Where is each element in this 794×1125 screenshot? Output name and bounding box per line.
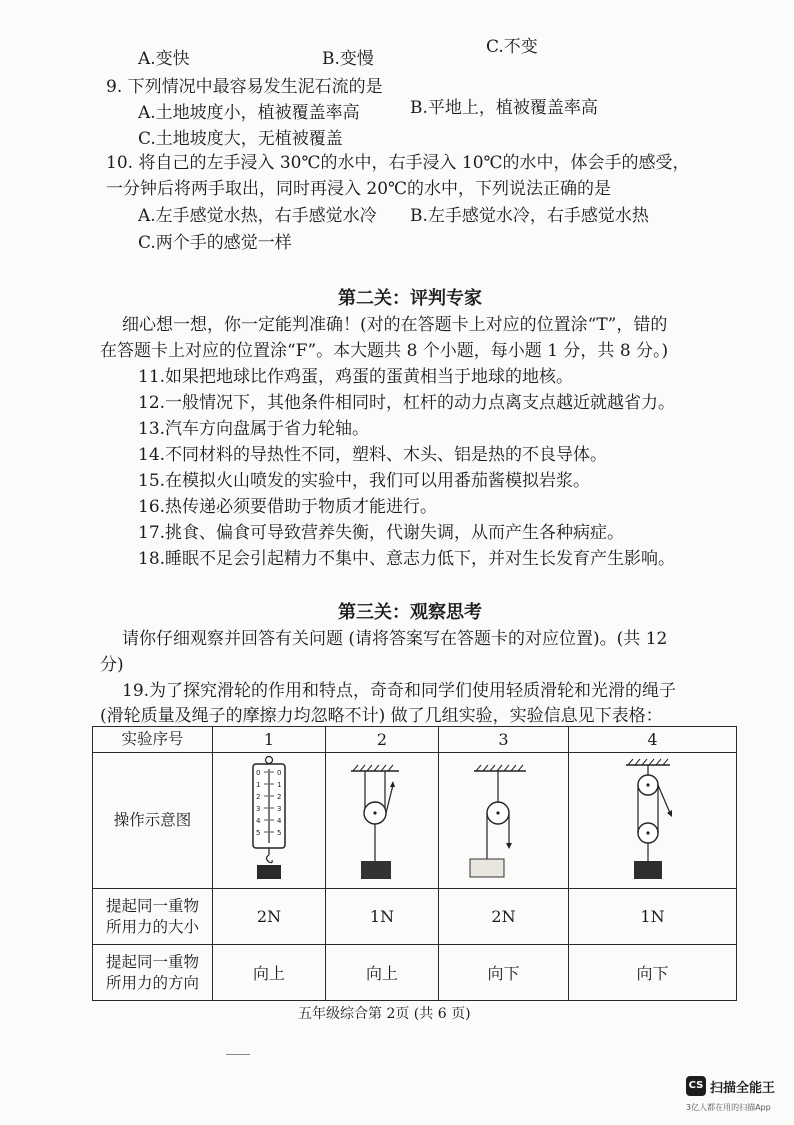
q10-option-b: B.左手感觉水冷，右手感觉水热 xyxy=(410,206,649,226)
q8-option-a: A.变快 xyxy=(138,49,190,69)
seq-cell: 3 xyxy=(439,727,569,753)
force-cell: 1N xyxy=(569,889,737,945)
direction-cell: 向下 xyxy=(569,945,737,1001)
judge-item: 15.在模拟火山喷发的实验中，我们可以用番茄酱模拟岩浆。 xyxy=(138,471,591,491)
scale-mark: 5 xyxy=(256,828,261,837)
fixed-pulley-up-diagram xyxy=(337,755,427,883)
diagram-cell-3 xyxy=(439,753,569,889)
header-direction-line2: 所用力的方向 xyxy=(105,973,199,992)
header-force xyxy=(93,889,213,945)
scale-mark: 5 xyxy=(277,828,282,837)
judge-item: 18.睡眠不足会引起精力不集中、意志力低下，并对生长发育产生影响。 xyxy=(138,549,676,569)
watermark-subtitle: 3亿人都在用的扫描App xyxy=(686,1103,771,1112)
header-direction-line1: 提起同一重物 xyxy=(105,952,199,971)
table-row xyxy=(93,945,737,1001)
q10-option-c: C.两个手的感觉一样 xyxy=(138,233,292,253)
judge-item: 17.挑食、偏食可导致营养失衡，代谢失调，从而产生各种病症。 xyxy=(138,523,625,543)
force-cell: 1N xyxy=(326,889,439,945)
header-seq: 实验序号 xyxy=(93,727,213,753)
scan-artifact xyxy=(226,1054,250,1055)
scale-mark: 4 xyxy=(256,816,261,825)
direction-cell: 向下 xyxy=(439,945,569,1001)
judge-item: 13.汽车方向盘属于省力轮轴。 xyxy=(138,419,370,439)
q10-stem-line1: 10. 将自己的左手浸入 30℃的水中，右手浸入 10℃的水中，体会手的感受， xyxy=(106,153,690,173)
judge-item: 11.如果把地球比作鸡蛋，鸡蛋的蛋黄相当于地球的地核。 xyxy=(138,367,574,387)
header-force-line2: 所用力的大小 xyxy=(105,917,199,936)
q8-option-b: B.变慢 xyxy=(322,49,374,69)
q9-option-c: C.土地坡度大，无植被覆盖 xyxy=(138,129,343,149)
judge-item: 14.不同材料的导热性不同，塑料、木头、铝是热的不良导体。 xyxy=(138,445,608,465)
q9-option-a: A.土地坡度小，植被覆盖率高 xyxy=(138,103,360,123)
weight-block xyxy=(470,859,504,877)
section2-intro-line1: 细心想一想，你一定能判准确！(对的在答题卡上对应的位置涂“T”，错的 xyxy=(122,315,668,335)
direction-cell: 向上 xyxy=(213,945,326,1001)
force-cell: 2N xyxy=(213,889,326,945)
scale-mark: 0 xyxy=(277,768,282,777)
q10-option-a: A.左手感觉水热，右手感觉水冷 xyxy=(138,206,377,226)
q9-option-b: B.平地上，植被覆盖率高 xyxy=(410,98,598,118)
scale-mark: 3 xyxy=(277,804,282,813)
header-force-line1: 提起同一重物 xyxy=(105,896,199,915)
section2-intro-line2: 在答题卡上对应的位置涂“F”。本大题共 8 个小题，每小题 1 分，共 8 分。) xyxy=(100,341,669,361)
section3-intro-line1: 请你仔细观察并回答有关问题 (请将答案写在答题卡的对应位置)。(共 12 xyxy=(122,629,668,649)
force-cell: 2N xyxy=(439,889,569,945)
diagram-cell-1 xyxy=(213,753,326,889)
scale-mark: 4 xyxy=(277,816,282,825)
header-diagram: 操作示意图 xyxy=(93,753,213,889)
weight-block xyxy=(634,861,662,879)
q8-option-c: C.不变 xyxy=(486,37,538,57)
scale-mark: 0 xyxy=(256,768,261,777)
table-row xyxy=(93,727,737,753)
header-direction xyxy=(93,945,213,1001)
camscanner-logo-icon: CS xyxy=(686,1076,706,1096)
scale-mark: 2 xyxy=(277,792,282,801)
q9-stem: 9. 下列情况中最容易发生泥石流的是 xyxy=(106,77,383,97)
seq-cell: 1 xyxy=(213,727,326,753)
weight-block xyxy=(257,865,281,879)
scale-mark: 3 xyxy=(256,804,261,813)
weight-block xyxy=(361,861,391,879)
q19-line1: 19.为了探究滑轮的作用和特点，奇奇和同学们使用轻质滑轮和光滑的绳子 xyxy=(122,681,677,701)
seq-cell: 4 xyxy=(569,727,737,753)
pulley-block-diagram xyxy=(608,755,698,883)
q19-line2: (滑轮质量及绳子的摩擦力均忽略不计) 做了几组实验，实验信息见下表格： xyxy=(100,706,663,726)
judge-item: 12.一般情况下，其他条件相同时，杠杆的动力点离支点越近就越省力。 xyxy=(138,393,676,413)
section2-title: 第二关：评判专家 xyxy=(338,288,482,309)
q10-stem-line2: 一分钟后将两手取出，同时再浸入 20℃的水中，下列说法正确的是 xyxy=(106,179,612,199)
spring-scale-diagram xyxy=(239,755,299,883)
scale-mark: 1 xyxy=(277,780,282,789)
page-footer: 五年级综合第 2页 (共 6 页) xyxy=(298,1006,471,1022)
table-row xyxy=(93,753,737,889)
section3-title: 第三关：观察思考 xyxy=(338,602,482,623)
direction-cell: 向上 xyxy=(326,945,439,1001)
table-row xyxy=(93,889,737,945)
scale-mark: 2 xyxy=(256,792,261,801)
diagram-cell-4 xyxy=(569,753,737,889)
seq-cell: 2 xyxy=(326,727,439,753)
fixed-pulley-down-diagram xyxy=(456,755,552,883)
scale-mark: 1 xyxy=(256,780,261,789)
experiment-table xyxy=(92,726,737,1001)
diagram-cell-2 xyxy=(326,753,439,889)
judge-item: 16.热传递必须要借助于物质才能进行。 xyxy=(138,497,438,517)
section3-intro-line2: 分) xyxy=(100,655,124,675)
watermark-name: 扫描全能王 xyxy=(710,1081,776,1096)
